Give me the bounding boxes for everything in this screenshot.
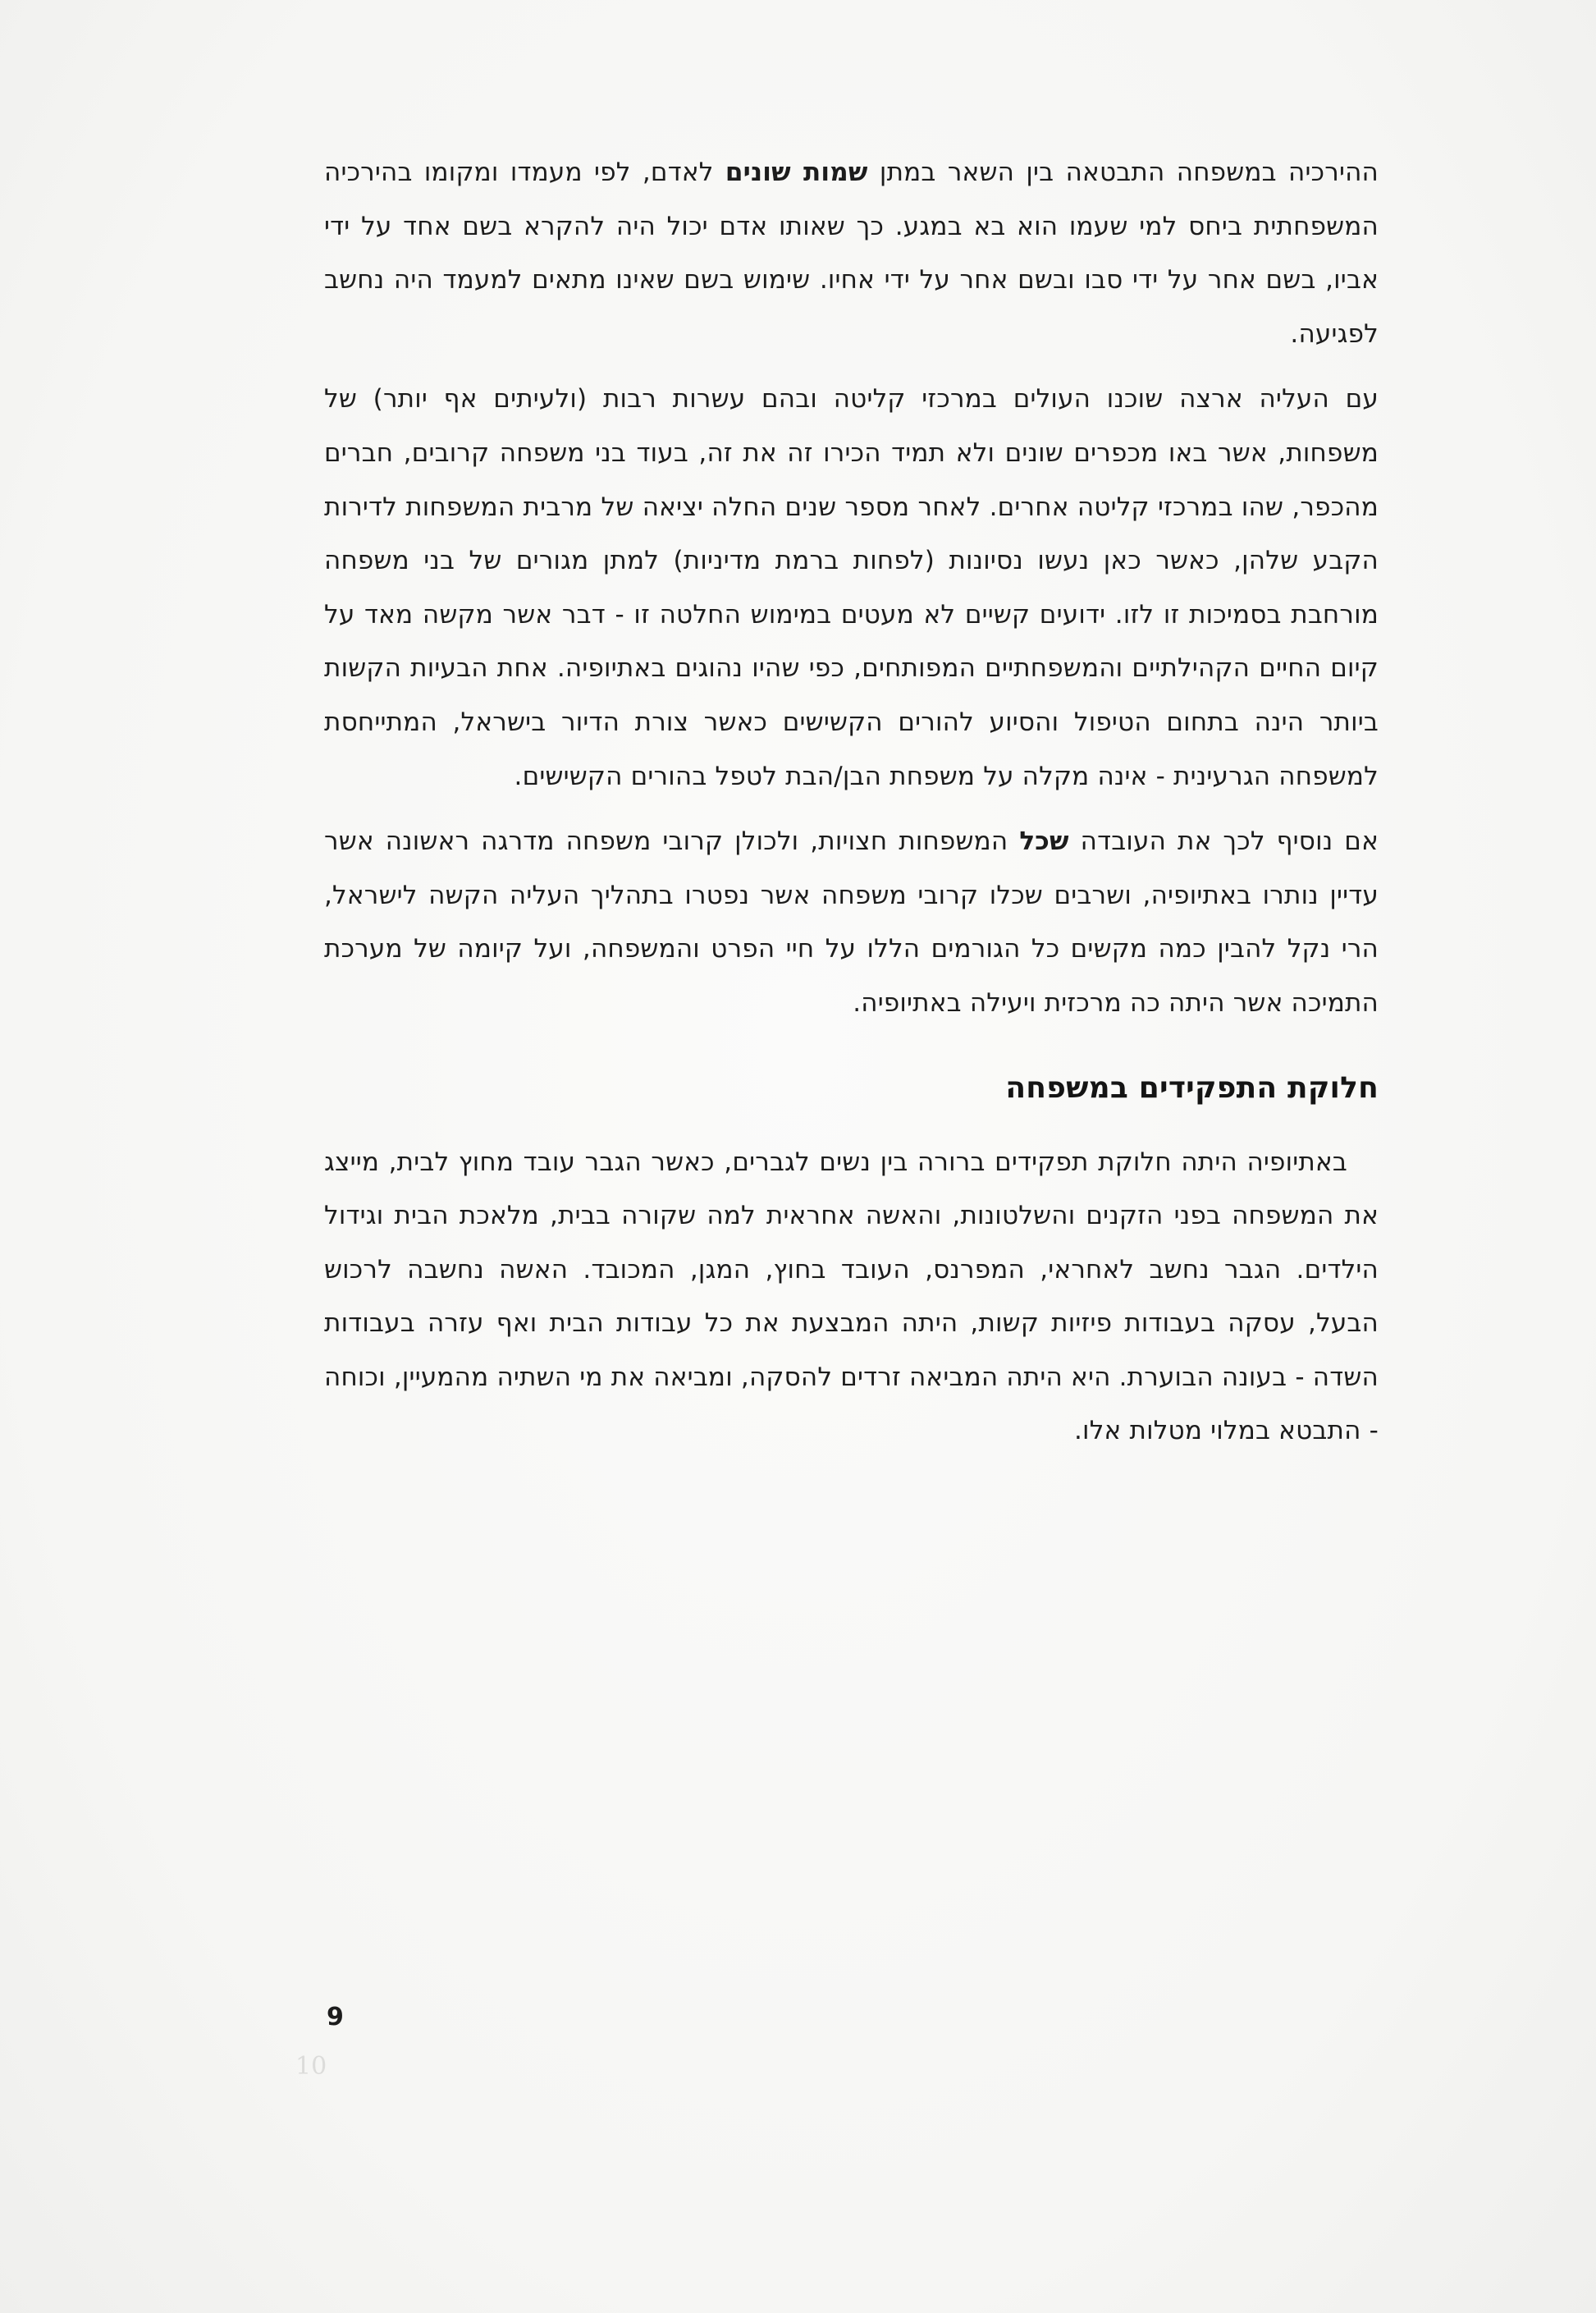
paragraph-1-intro: ההירכיה במשפחה התבטאה בין השאר במתן bbox=[867, 158, 1379, 187]
paragraph-3-intro: אם נוסיף לכך את העובדה bbox=[1068, 827, 1379, 857]
paragraph-division-of-roles: באתיופיה היתה חלוקת תפקידים ברורה בין נשים לגברים, כאשר הגבר עובד מחוץ לבית, מייצג את המשפחה בפני הזקנים והשלטונות, והאשה אחראית למה שקורה בבית, מלאכת הבית וגידול הילדים. הגבר נחשב לאחראי, המפרנס, העובד בחוץ, המגן, המכובד. האשה נחשבה לרכוש הבעל, עסקה בעבודות פיזיות קשות, היתה המבצעת את כל עבודות הבית ואף עזרה בעבודות השדה - בעונה הבוערת. היא היתה המביאה זרדים להסקה, ומביאה את מי השתיה מהמעיין, וכוחה - התבטא במלוי מטלות אלו. bbox=[324, 1147, 1379, 1446]
paragraph-1-rest: לאדם, לפי מעמדו ומקומו בהירכיה המשפחתית ביחס למי שעמו הוא בא במגע. כך שאותו אדם יכול היה להקרא בשם אחד על ידי אביו, בשם אחר על ידי סבו ובשם אחר על ידי אחיו. שימוש בשם שאינו מתאים למעמד היה נחשב לפגיעה. bbox=[324, 158, 1379, 349]
paragraph-3-rest: המשפחות חצויות, ולכולן קרובי משפחה מדרגה ראשונה אשר עדיין נותרו באתיופיה, ושרבים שכלו קרובי משפחה אשר נפטרו בתהליך העליה הקשה לישראל, הרי נקל להבין כמה מקשים כל הגורמים הללו על חיי הפרט והמשפחה, ועל קיומה של מערכת התמיכה אשר היתה כה מרכזית ויעילה באתיופיה. bbox=[324, 827, 1379, 1018]
paragraph-divided-families bbox=[324, 815, 1379, 1030]
paragraph-family-hierarchy-names bbox=[324, 146, 1379, 361]
body-text bbox=[324, 146, 1379, 1470]
show-through-page-number: 10 bbox=[295, 2052, 327, 2081]
page-number: 9 bbox=[327, 2003, 344, 2031]
section-heading: חלוקת התפקידים במשפחה bbox=[1005, 1070, 1379, 1105]
paragraph-1-bold-term: שמות שונים bbox=[725, 158, 868, 187]
paragraph-3-bold-term: שכל bbox=[1019, 827, 1069, 857]
paragraph-absorption-centers: עם העליה ארצה שוכנו העולים במרכזי קליטה ובהם עשרות רבות (ולעיתים אף יותר) של משפחות, אשר באו מכפרים שונים ולא תמיד הכירו זה את זה, בעוד בני משפחה קרובים, חברים מהכפר, שהו במרכזי קליטה אחרים. לאחר מספר שנים החלה יציאה של מרבית המשפחות לדירות הקבע שלהן, כאשר כאן נעשו נסיונות (לפחות ברמת מדיניות) למתן מגורים של בני משפחה מורחבת בסמיכות זו לזו. ידועים קשיים לא מעטים במימוש החלטה זו - דבר אשר מקשה מאד על קיום החיים הקהילתיים והמשפחתיים המפותחים, כפי שהיו נהוגים באתיופיה. אחת הבעיות הקשות ביותר הינה בתחום הטיפול והסיוע להורים הקשישים כאשר צורת הדיור בישראל, המתייחסת למשפחה הגרעינית - אינה מקלה על משפחת הבן/הבת לטפל בהורים הקשישים. bbox=[324, 384, 1379, 791]
